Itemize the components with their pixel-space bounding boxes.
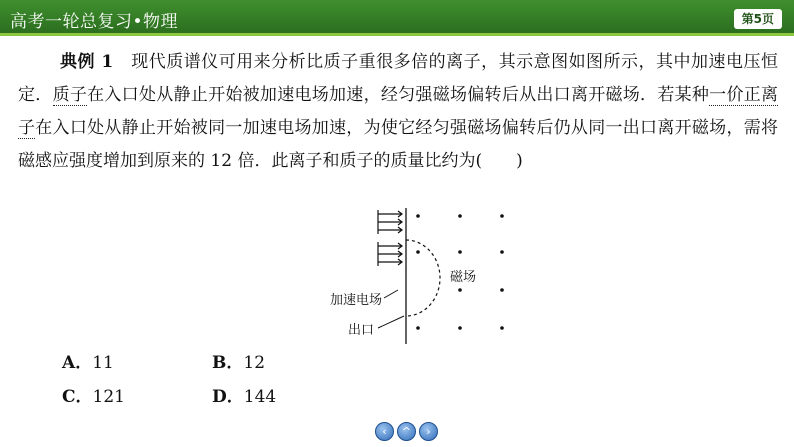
label-exit: 出口 (348, 323, 375, 338)
question-text-part1: 现代质谱仪可用来分析比质子重很多倍的离子，其示意图如图所示，其中加速电压恒定． (18, 52, 779, 105)
home-slide-button[interactable] (397, 422, 416, 441)
option-value: 12 (243, 353, 266, 373)
underlined-proton: 质子 (52, 85, 88, 105)
question-block (18, 46, 778, 178)
accel-field-arrows-top (378, 210, 402, 234)
course-title: 高考一轮总复习•物理 (10, 12, 179, 32)
option-a[interactable] (62, 348, 114, 373)
chevron-left-icon: ‹ (382, 425, 387, 438)
question-text (18, 46, 778, 178)
ion-trajectory (406, 240, 440, 316)
label-magnetic-field: 磁场 (450, 270, 477, 285)
exit-label-leader (378, 316, 404, 328)
underlined-ion: 一价正离子 (18, 85, 779, 138)
option-value: 121 (92, 387, 125, 407)
option-value: 144 (243, 387, 277, 407)
question-text-part3: 在入口处从静止开始被同一加速电场加速，为使它经匀强磁场偏转后仍从同一出口离开磁场，需将磁感应强度增加到原来的 12 倍．此离子和质子的质量比约为( ) (18, 118, 779, 171)
option-letter: C． (62, 387, 93, 407)
accel-label-leader (384, 290, 398, 298)
option-c[interactable] (62, 382, 125, 407)
option-value: 11 (92, 353, 114, 373)
accel-field-arrows-bottom (378, 242, 402, 266)
mass-spectrometer-diagram (322, 202, 522, 348)
label-accel-field: 加速电场 (330, 293, 383, 308)
slide-navigation (375, 422, 439, 442)
chevron-right-icon: › (426, 425, 431, 438)
question-text-part2: 在入口处从静止开始被加速电场加速，经匀强磁场偏转后从出口离开磁场．若某种 (87, 85, 710, 105)
page-number-badge: 第5页 (734, 9, 782, 29)
option-letter: D． (212, 387, 244, 407)
slide-header (0, 0, 794, 36)
prev-slide-button[interactable] (375, 422, 394, 441)
option-letter: B． (212, 353, 244, 373)
next-slide-button[interactable] (419, 422, 438, 441)
option-letter: A． (62, 353, 93, 373)
option-d[interactable] (212, 382, 276, 407)
chevron-up-icon: ^ (401, 425, 412, 438)
example-label: 典例 1 (60, 52, 114, 72)
option-b[interactable] (212, 348, 265, 373)
